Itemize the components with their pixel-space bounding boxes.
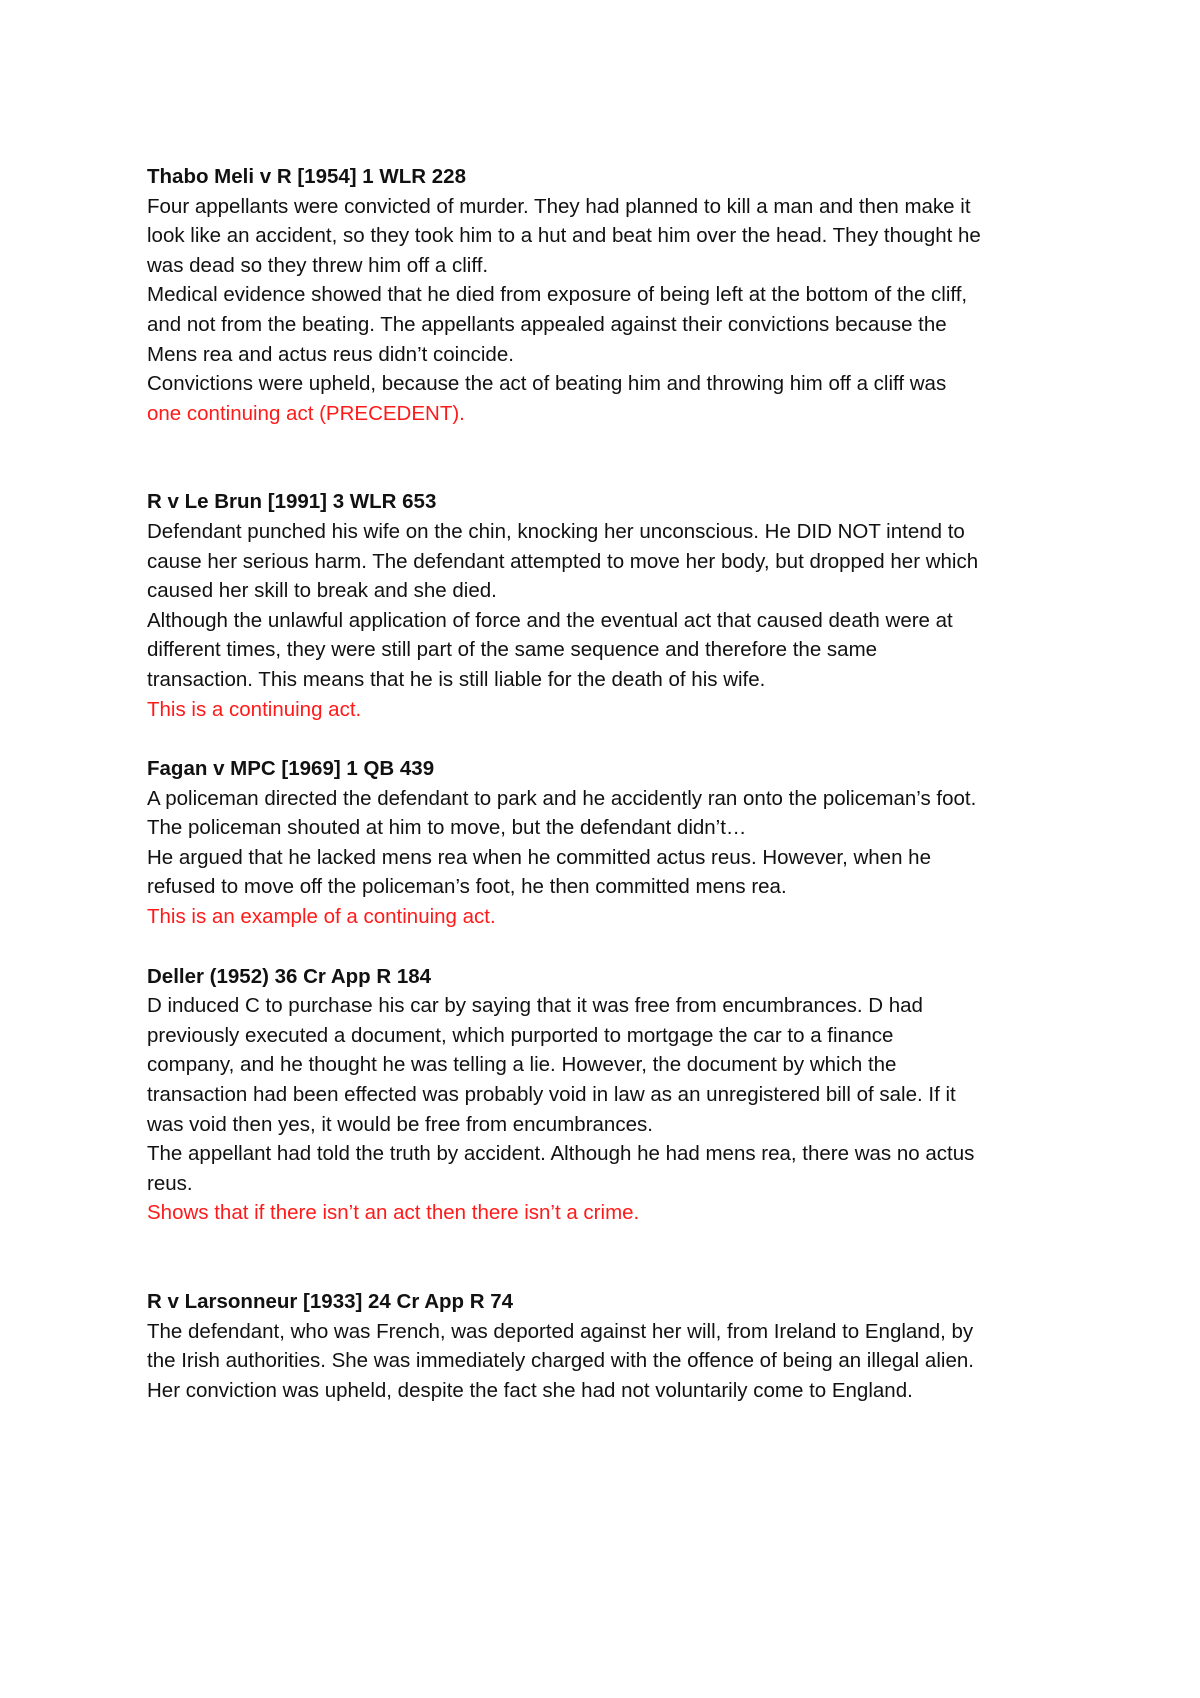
case-text-line: The appellant had told the truth by accident. Although he had mens rea, there was no actus	[147, 1142, 975, 1166]
case-highlight: one continuing act (PRECEDENT).	[147, 401, 465, 425]
case-thabo-meli	[147, 162, 1082, 428]
case-text-line: The policeman shouted at him to move, but the defendant didn’t…	[147, 816, 747, 840]
case-text-line: and not from the beating. The appellants appealed against their convictions because the	[147, 312, 947, 336]
case-text-line: caused her skill to break and she died.	[147, 579, 497, 603]
case-text-line: Convictions were upheld, because the act of beating him and throwing him off a cliff was	[147, 372, 947, 396]
case-highlight: This is a continuing act.	[147, 697, 362, 721]
case-title: Fagan v MPC [1969] 1 QB 439	[147, 757, 435, 781]
section-spacer	[147, 428, 1082, 487]
case-title: R v Larsonneur [1933] 24 Cr App R 74	[147, 1290, 514, 1313]
case-text-line: Medical evidence showed that he died from exposure of being left at the bottom of the cliff,	[147, 283, 968, 307]
case-text-line: previously executed a document, which purported to mortgage the car to a finance	[147, 1023, 894, 1047]
case-text-line: different times, they were still part of the same sequence and therefore the same	[147, 638, 878, 662]
case-text-line: transaction. This means that he is still liable for the death of his wife.	[147, 667, 766, 691]
case-deller	[147, 962, 1082, 1228]
case-le-brun	[147, 487, 1082, 724]
case-text-line: He argued that he lacked mens rea when he committed actus reus. However, when he	[147, 845, 931, 869]
case-text-line: D induced C to purchase his car by saying that it was free from encumbrances. D had	[147, 994, 923, 1018]
case-text-line: Four appellants were convicted of murder. They had planned to kill a man and then make it	[147, 194, 971, 218]
case-text-line: reus.	[147, 1171, 193, 1195]
case-text-line: A policeman directed the defendant to park and he accidently ran onto the policeman’s foot.	[147, 786, 977, 810]
case-text-line: the Irish authorities. She was immediately charged with the offence of being an illegal alien.	[147, 1349, 974, 1373]
section-spacer	[147, 1228, 1082, 1287]
case-text-line: cause her serious harm. The defendant attempted to move her body, but dropped her which	[147, 549, 979, 573]
section-spacer	[147, 724, 1082, 754]
section-spacer	[147, 932, 1082, 962]
case-text-line: The defendant, who was French, was deported against her will, from Ireland to England, by	[147, 1319, 974, 1343]
case-fagan	[147, 754, 1082, 932]
case-text-line: Although the unlawful application of force and the eventual act that caused death were at	[147, 608, 953, 632]
case-text-line: was dead so they threw him off a cliff.	[147, 253, 489, 277]
case-text-line: transaction had been effected was probably void in law as an unregistered bill of sale. If it	[147, 1083, 956, 1107]
case-text-line: look like an accident, so they took him to a hut and beat him over the head. They thought he	[147, 224, 981, 248]
case-text-line: Her conviction was upheld, despite the fact she had not voluntarily come to England.	[147, 1378, 913, 1402]
case-highlight: Shows that if there isn’t an act then there isn’t a crime.	[147, 1201, 640, 1225]
case-text-line: Mens rea and actus reus didn’t coincide.	[147, 342, 514, 366]
case-text-line: was void then yes, it would be free from encumbrances.	[147, 1112, 653, 1136]
case-title: Deller (1952) 36 Cr App R 184	[147, 964, 432, 988]
case-text-line: refused to move off the policeman’s foot, he then committed mens rea.	[147, 875, 787, 899]
case-larsonneur	[147, 1287, 1082, 1405]
case-highlight: This is an example of a continuing act.	[147, 905, 496, 929]
case-title: Thabo Meli v R [1954] 1 WLR 228	[147, 165, 466, 188]
case-text-line: Defendant punched his wife on the chin, knocking her unconscious. He DID NOT intend to	[147, 519, 965, 543]
case-text-line: company, and he thought he was telling a lie. However, the document by which the	[147, 1053, 897, 1077]
document-content	[147, 162, 1082, 1405]
case-title: R v Le Brun [1991] 3 WLR 653	[147, 490, 437, 514]
